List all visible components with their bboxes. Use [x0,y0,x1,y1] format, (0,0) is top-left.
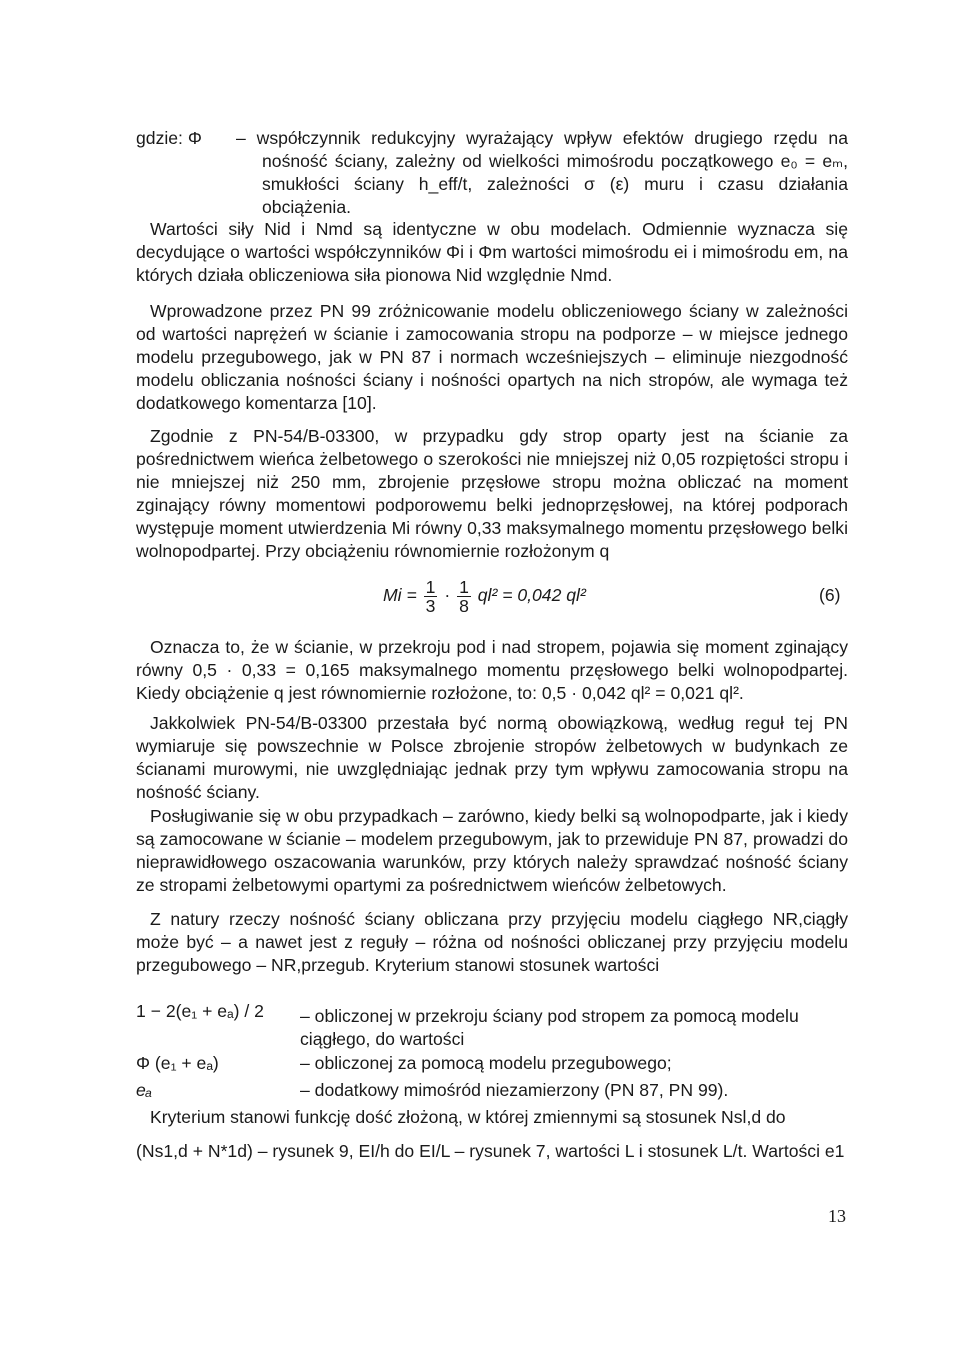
paragraph-hinge-model: Posługiwanie się w obu przypadkach – zarówno, kiedy belki są wolnopodparte, jak i kiedy są zamocowane w ścianie – modelem przegubowym, jak to przewiduje PN 87, prowadzi do nieprawidłowego oszacowania warunków, przy których należy sprawdzać nośność ściany ze stropami żelbetowymi opartymi za pośrednictwem wieńców żelbetowych. [136,806,848,895]
def-expr-hinge: Φ (e₁ + eₐ) [136,1053,219,1073]
paragraph-pn99: Wprowadzone przez PN 99 zróżnicowanie modelu obliczeniowego ściany w zależności od wartości naprężeń w ścianie i zamocowania stropu na podporze – w miejsce jednego modelu przegubowego, jak w PN 87 i normach wcześniejszych – eliminuje niezgodność modelu obliczania nośności ściany i nośności opartych na nich stropów, ale wymaga też dodatkowego komentarza [10]. [136,301,848,413]
formula-6: Mi = $\frac{1}{3}$ · $\frac{1}{8}$ ql² = 0,042 ql² [383,577,586,616]
paragraph-function-b: (Ns1,d + N*1d) – rysunek 9, EI/h do EI/L – rysunek 7, wartości L i stosunek L/t. Wartości e1 [136,1141,845,1161]
gdzie-label: gdzie: Φ [136,128,202,148]
def-expr-continuous: 1 − 2(e₁ + eₐ) / 2 [136,1001,264,1021]
paragraph-function-a: Kryterium stanowi funkcję dość złożoną, w której zmiennymi są stosunek Nsl,d do [150,1107,786,1127]
page-number: 13 [828,1206,846,1226]
fraction-one-eighth: $\frac{1}{8}$ [459,577,469,616]
def-text-continuous: – obliczonej w przekroju ściany pod stropem za pomocą modelu ciągłego, do wartości [300,1006,799,1049]
paragraph-moment: Oznacza to, że w ścianie, w przekroju pod i nad stropem, pojawia się moment zginający równy 0,5 · 0,33 = 0,165 maksymalnego momentu przęsłowego belki wolnopodpartej. Kiedy obciążenie q jest równomiernie rozłożone, to: 0,5 · 0,042 ql² = 0,021 ql². [136,637,848,703]
def-text-hinge: – obliczonej za pomocą modelu przegubowego; [300,1053,672,1073]
paragraph-pn54: Zgodnie z PN-54/B-03300, w przypadku gdy strop oparty jest na ścianie za pośrednictwem wieńca żelbetowego o szerokości nie mniejszej niż 0,05 rozpiętości stropu i nie mniejszej niż 250 mm, zbrojenie przęsłowe stropu można obliczać na moment zginający równy momentowi podporowemu belki jednoprzęsłowej, na której podporach występuje moment utwierdzenia Mi równy 0,33 maksymalnego momentu przęsłowego belki wolnopodpartej. Przy obciążeniu równomiernie rozłożonym q [136,426,848,561]
def-text-ea: – dodatkowy mimośród niezamierzony (PN 87, PN 99). [300,1080,729,1100]
paragraph-criterion: Z natury rzeczy nośność ściany obliczana przy przyjęciu modelu ciągłego NR,ciągły może być – a nawet jest z reguły – różna od nośności obliczanej przy przyjęciu modelu przegubowego – NR,przegub. Kryterium stanowi stosunek wartości [136,909,848,975]
equation-number: (6) [819,585,841,605]
phi-symbol: Φ [187,128,202,148]
phi-definition: – współczynnik redukcyjny wyrażający wpływ efektów drugiego rzędu na nośność ściany, zależny od wielkości mimośrodu początkowego e₀ = eₘ, smukłości ściany h_eff/t, zależności σ (ε) muru i czasu działania obciążenia. [236,128,848,217]
fraction-one-third: $\frac{1}{3}$ [425,577,436,616]
paragraph-forces: Wartości siły Nid i Nmd są identyczne w obu modelach. Odmiennie wyznacza się decydujące o wartości współczynników Φi i Φm wartości mimośrodu ei i mimośrodu em, na których działa obliczeniowa siła pionowa Nid względnie Nmd. [136,219,848,285]
paragraph-pn54-status: Jakkolwiek PN-54/B-03300 przestała być normą obowiązkową, według reguł tej PN wymiaruje się powszechnie w Polsce zbrojenie stropów żelbetowych w budynkach ze ścianami murowymi, nie uwzględniając jednak przy tym wpływu zamocowania stropu na nośność ściany. [136,713,848,802]
def-expr-ea: eₐ [136,1080,153,1100]
